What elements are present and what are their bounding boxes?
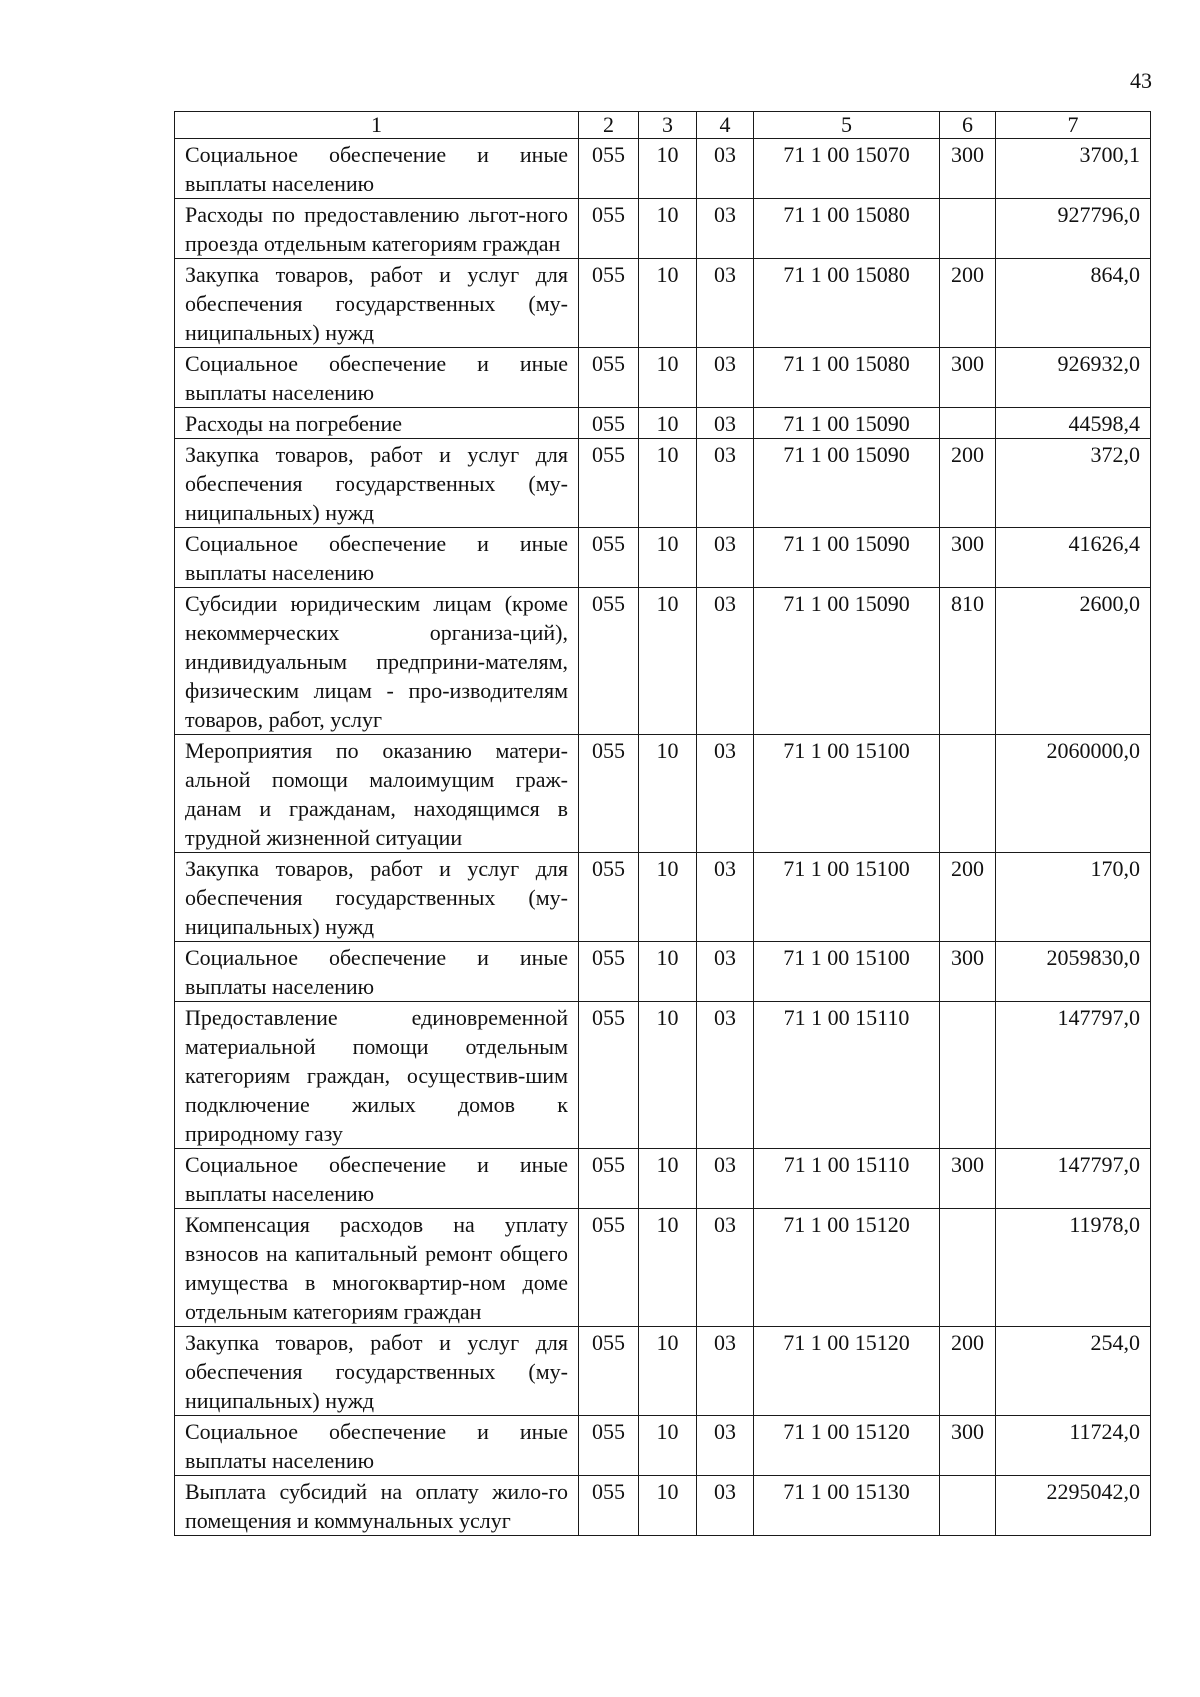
- subsection-cell: 03: [697, 439, 754, 528]
- table-row: [175, 1416, 1151, 1476]
- table-row: [175, 259, 1151, 348]
- table-row: [175, 1149, 1151, 1209]
- row-name-cell: Социальное обеспечение и иные выплаты населению: [175, 1149, 579, 1209]
- subsection-cell: 03: [697, 408, 754, 439]
- column-header: 1: [175, 112, 579, 139]
- row-name-cell: Социальное обеспечение и иные выплаты населению: [175, 348, 579, 408]
- code-cell: 055: [579, 139, 639, 199]
- target-article-cell: 71 1 00 15090: [754, 408, 940, 439]
- section-cell: 10: [639, 853, 697, 942]
- target-article-cell: 71 1 00 15090: [754, 439, 940, 528]
- subsection-cell: 03: [697, 1476, 754, 1536]
- expense-type-cell: 200: [940, 259, 996, 348]
- column-header: 2: [579, 112, 639, 139]
- code-cell: 055: [579, 528, 639, 588]
- page-number: 43: [1130, 68, 1152, 93]
- subsection-cell: 03: [697, 139, 754, 199]
- row-name-cell: Закупка товаров, работ и услуг для обеспечения государственных (му-ниципальных) нужд: [175, 259, 579, 348]
- row-name-cell: Социальное обеспечение и иные выплаты населению: [175, 528, 579, 588]
- subsection-cell: 03: [697, 1149, 754, 1209]
- section-cell: 10: [639, 1149, 697, 1209]
- row-name-cell: Компенсация расходов на уплату взносов на капитальный ремонт общего имущества в многоквартир-ном доме отдельным категориям граждан: [175, 1209, 579, 1327]
- column-header: 7: [996, 112, 1151, 139]
- target-article-cell: 71 1 00 15100: [754, 942, 940, 1002]
- amount-cell: 372,0: [996, 439, 1151, 528]
- amount-cell: 170,0: [996, 853, 1151, 942]
- section-cell: 10: [639, 408, 697, 439]
- row-name-cell: Социальное обеспечение и иные выплаты населению: [175, 1416, 579, 1476]
- expense-type-cell: [940, 1002, 996, 1149]
- table-row: [175, 528, 1151, 588]
- column-header: 5: [754, 112, 940, 139]
- target-article-cell: 71 1 00 15100: [754, 735, 940, 853]
- code-cell: 055: [579, 735, 639, 853]
- target-article-cell: 71 1 00 15090: [754, 528, 940, 588]
- expense-type-cell: [940, 1209, 996, 1327]
- target-article-cell: 71 1 00 15110: [754, 1002, 940, 1149]
- table-body: [175, 139, 1151, 1536]
- section-cell: 10: [639, 259, 697, 348]
- amount-cell: 11978,0: [996, 1209, 1151, 1327]
- code-cell: 055: [579, 348, 639, 408]
- row-name-cell: Закупка товаров, работ и услуг для обеспечения государственных (му-ниципальных) нужд: [175, 439, 579, 528]
- target-article-cell: 71 1 00 15120: [754, 1327, 940, 1416]
- section-cell: 10: [639, 588, 697, 735]
- amount-cell: 2060000,0: [996, 735, 1151, 853]
- target-article-cell: 71 1 00 15130: [754, 1476, 940, 1536]
- table-row: [175, 1476, 1151, 1536]
- row-name-cell: Субсидии юридическим лицам (кроме некоммерческих организа-ций), индивидуальным предприни-мателям, физическим лицам - про-изводителям товаров, работ, услуг: [175, 588, 579, 735]
- row-name-cell: Социальное обеспечение и иные выплаты населению: [175, 942, 579, 1002]
- table-row: [175, 1209, 1151, 1327]
- expense-type-cell: [940, 735, 996, 853]
- expense-type-cell: 300: [940, 1416, 996, 1476]
- amount-cell: 926932,0: [996, 348, 1151, 408]
- amount-cell: 3700,1: [996, 139, 1151, 199]
- code-cell: 055: [579, 588, 639, 735]
- expense-type-cell: [940, 199, 996, 259]
- section-cell: 10: [639, 1002, 697, 1149]
- expense-type-cell: 300: [940, 942, 996, 1002]
- code-cell: 055: [579, 942, 639, 1002]
- target-article-cell: 71 1 00 15100: [754, 853, 940, 942]
- section-cell: 10: [639, 942, 697, 1002]
- row-name-cell: Социальное обеспечение и иные выплаты населению: [175, 139, 579, 199]
- table-row: [175, 942, 1151, 1002]
- amount-cell: 147797,0: [996, 1002, 1151, 1149]
- code-cell: 055: [579, 1002, 639, 1149]
- target-article-cell: 71 1 00 15110: [754, 1149, 940, 1209]
- section-cell: 10: [639, 1416, 697, 1476]
- code-cell: 055: [579, 1327, 639, 1416]
- subsection-cell: 03: [697, 1416, 754, 1476]
- column-header: 6: [940, 112, 996, 139]
- row-name-cell: Закупка товаров, работ и услуг для обеспечения государственных (му-ниципальных) нужд: [175, 1327, 579, 1416]
- section-cell: 10: [639, 528, 697, 588]
- code-cell: 055: [579, 259, 639, 348]
- amount-cell: 254,0: [996, 1327, 1151, 1416]
- column-header: 3: [639, 112, 697, 139]
- subsection-cell: 03: [697, 853, 754, 942]
- code-cell: 055: [579, 1149, 639, 1209]
- code-cell: 055: [579, 853, 639, 942]
- table-row: [175, 439, 1151, 528]
- code-cell: 055: [579, 1416, 639, 1476]
- section-cell: 10: [639, 735, 697, 853]
- subsection-cell: 03: [697, 259, 754, 348]
- subsection-cell: 03: [697, 199, 754, 259]
- amount-cell: 44598,4: [996, 408, 1151, 439]
- table-row: [175, 408, 1151, 439]
- target-article-cell: 71 1 00 15070: [754, 139, 940, 199]
- amount-cell: 147797,0: [996, 1149, 1151, 1209]
- table-row: [175, 853, 1151, 942]
- subsection-cell: 03: [697, 942, 754, 1002]
- table-row: [175, 1002, 1151, 1149]
- subsection-cell: 03: [697, 1209, 754, 1327]
- target-article-cell: 71 1 00 15120: [754, 1416, 940, 1476]
- amount-cell: 927796,0: [996, 199, 1151, 259]
- row-name-cell: Выплата субсидий на оплату жило-го помещения и коммунальных услуг: [175, 1476, 579, 1536]
- code-cell: 055: [579, 1209, 639, 1327]
- amount-cell: 2059830,0: [996, 942, 1151, 1002]
- section-cell: 10: [639, 1327, 697, 1416]
- section-cell: 10: [639, 439, 697, 528]
- table-row: [175, 199, 1151, 259]
- table-row: [175, 588, 1151, 735]
- amount-cell: 11724,0: [996, 1416, 1151, 1476]
- table-row: [175, 1327, 1151, 1416]
- section-cell: 10: [639, 1476, 697, 1536]
- target-article-cell: 71 1 00 15080: [754, 259, 940, 348]
- row-name-cell: Мероприятия по оказанию матери-альной помощи малоимущим граж-данам и гражданам, находящимся в трудной жизненной ситуации: [175, 735, 579, 853]
- expense-type-cell: 300: [940, 348, 996, 408]
- header-row: [175, 112, 1151, 139]
- expense-type-cell: 300: [940, 139, 996, 199]
- code-cell: 055: [579, 199, 639, 259]
- code-cell: 055: [579, 439, 639, 528]
- row-name-cell: Расходы на погребение: [175, 408, 579, 439]
- subsection-cell: 03: [697, 588, 754, 735]
- row-name-cell: Предоставление единовременной материальной помощи отдельным категориям граждан, осуществив-шим подключение жилых домов к природному газу: [175, 1002, 579, 1149]
- amount-cell: 41626,4: [996, 528, 1151, 588]
- budget-table: [174, 111, 1151, 1536]
- target-article-cell: 71 1 00 15090: [754, 588, 940, 735]
- expense-type-cell: 200: [940, 439, 996, 528]
- expense-type-cell: 810: [940, 588, 996, 735]
- expense-type-cell: [940, 408, 996, 439]
- code-cell: 055: [579, 1476, 639, 1536]
- amount-cell: 2600,0: [996, 588, 1151, 735]
- expense-type-cell: 300: [940, 1149, 996, 1209]
- section-cell: 10: [639, 199, 697, 259]
- expense-type-cell: 200: [940, 853, 996, 942]
- column-header: 4: [697, 112, 754, 139]
- expense-type-cell: [940, 1476, 996, 1536]
- expense-type-cell: 300: [940, 528, 996, 588]
- amount-cell: 864,0: [996, 259, 1151, 348]
- subsection-cell: 03: [697, 735, 754, 853]
- subsection-cell: 03: [697, 1327, 754, 1416]
- code-cell: 055: [579, 408, 639, 439]
- target-article-cell: 71 1 00 15120: [754, 1209, 940, 1327]
- subsection-cell: 03: [697, 1002, 754, 1149]
- section-cell: 10: [639, 139, 697, 199]
- target-article-cell: 71 1 00 15080: [754, 348, 940, 408]
- table-row: [175, 348, 1151, 408]
- section-cell: 10: [639, 348, 697, 408]
- table-row: [175, 139, 1151, 199]
- row-name-cell: Закупка товаров, работ и услуг для обеспечения государственных (му-ниципальных) нужд: [175, 853, 579, 942]
- section-cell: 10: [639, 1209, 697, 1327]
- subsection-cell: 03: [697, 348, 754, 408]
- target-article-cell: 71 1 00 15080: [754, 199, 940, 259]
- row-name-cell: Расходы по предоставлению льгот-ного проезда отдельным категориям граждан: [175, 199, 579, 259]
- subsection-cell: 03: [697, 528, 754, 588]
- table-row: [175, 735, 1151, 853]
- expense-type-cell: 200: [940, 1327, 996, 1416]
- amount-cell: 2295042,0: [996, 1476, 1151, 1536]
